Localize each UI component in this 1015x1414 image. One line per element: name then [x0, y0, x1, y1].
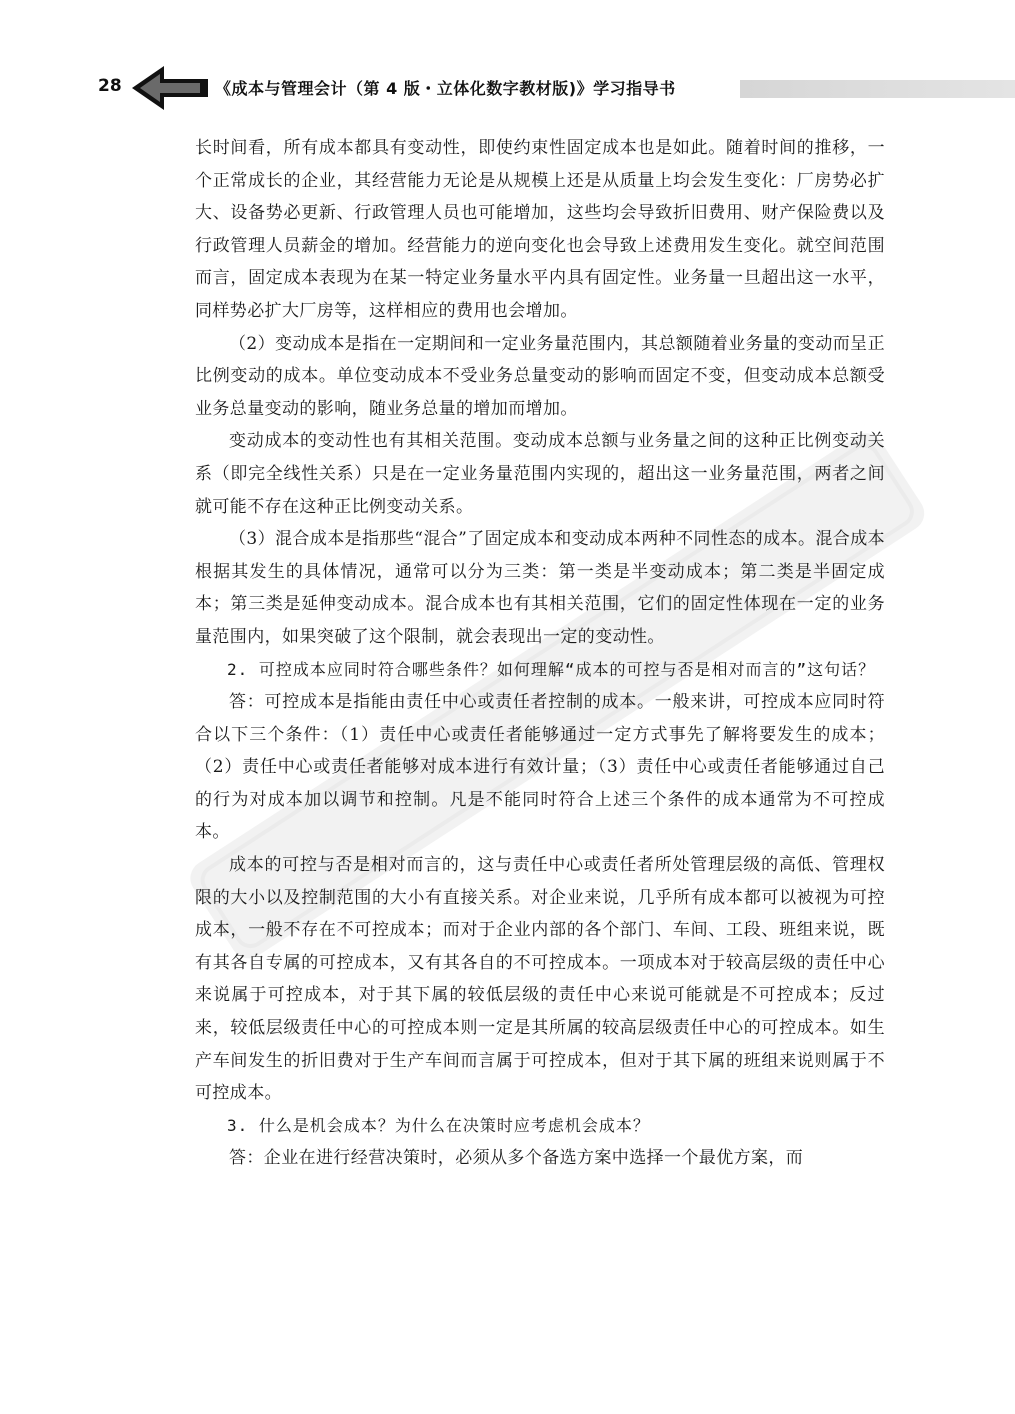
answer-2-conditions: 答：可控成本是指能由责任中心或责任者控制的成本。一般来讲，可控成本应同时符合以下三个条件：（1）责任中心或责任者能够通过一定方式事先了解将要发生的成本；（2）责任中心或责任者能够对成本进行有效计量；（3）责任中心或责任者能够通过自己的行为对成本加以调节和控制。凡是不能同时符合上述三个条件的成本通常为不可控成本。	[195, 692, 885, 843]
page-content	[195, 132, 885, 1175]
paragraph-mixed-cost: （3）混合成本是指那些“混合”了固定成本和变动成本两种不同性态的成本。混合成本根据其发生的具体情况，通常可以分为三类：第一类是半变动成本；第二类是半固定成本；第三类是延伸变动成本。混合成本也有其相关范围，它们的固定性体现在一定的业务量范围内，如果突破了这个限制，就会表现出一定的变动性。	[195, 529, 885, 647]
page-header	[0, 58, 1015, 118]
left-arrow-icon	[130, 64, 210, 112]
question-3: 3. 什么是机会成本？为什么在决策时应考虑机会成本？	[227, 1115, 650, 1135]
paragraph-variable-cost: （2）变动成本是指在一定期间和一定业务量范围内，其总额随着业务量的变动而呈正比例变动的成本。单位变动成本不受业务总量变动的影响而固定不变，但变动成本总额受业务总量变动的影响，随业务总量的增加而增加。	[195, 333, 885, 419]
paragraph-variable-cost-range: 变动成本的变动性也有其相关范围。变动成本总额与业务量之间的这种正比例变动关系（即完全线性关系）只是在一定业务量范围内实现的，超出这一业务量范围，两者之间就可能不存在这种正比例变动关系。	[195, 431, 885, 517]
paragraph-continuation: 长时间看，所有成本都具有变动性，即使约束性固定成本也是如此。随着时间的推移，一个正常成长的企业，其经营能力无论是从规模上还是从质量上均会发生变化：厂房势必扩大、设备势必更新、行政管理人员也可能增加，这些均会导致折旧费用、财产保险费以及行政管理人员薪金的增加。经营能力的逆向变化也会导致上述费用发生变化。就空间范围而言，固定成本表现为在某一特定业务量水平内具有固定性。业务量一旦超出这一水平，同样势必扩大厂房等，这样相应的费用也会增加。	[195, 138, 885, 321]
page-number: 28	[98, 76, 122, 96]
header-decorative-bar	[740, 80, 1015, 98]
answer-3: 答：企业在进行经营决策时，必须从多个备选方案中选择一个最优方案，而	[229, 1148, 804, 1169]
question-2: 2. 可控成本应同时符合哪些条件？如何理解“成本的可控与否是相对而言的”这句话？	[227, 659, 876, 679]
answer-2-relativity: 成本的可控与否是相对而言的，这与责任中心或责任者所处管理层级的高低、管理权限的大小以及控制范围的大小有直接关系。对企业来说，几乎所有成本都可以被视为可控成本，一般不存在不可控成本；而对于企业内部的各个部门、车间、工段、班组来说，既有其各自专属的可控成本，又有其各自的不可控成本。一项成本对于较高层级的责任中心来说属于可控成本，对于其下属的较低层级的责任中心来说可能就是不可控成本；反过来，较低层级责任中心的可控成本则一定是其所属的较高层级责任中心的可控成本。如生产车间发生的折旧费对于生产车间而言属于可控成本，但对于其下属的班组来说则属于不可控成本。	[195, 855, 885, 1104]
running-title: 《成本与管理会计（第 4 版・立体化数字教材版)》学习指导书	[215, 79, 676, 98]
